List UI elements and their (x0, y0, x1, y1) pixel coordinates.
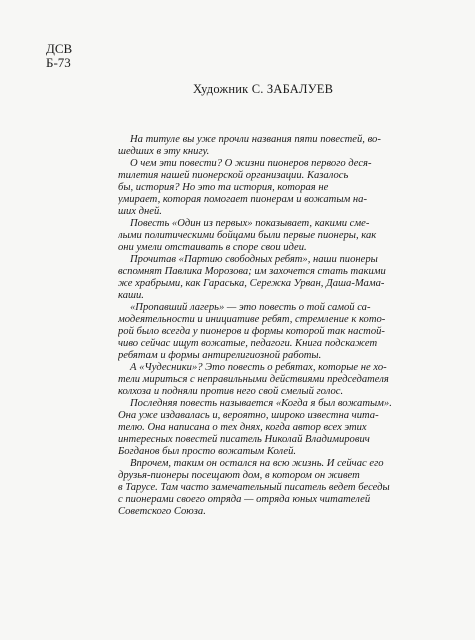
text-line: каши. (118, 290, 144, 301)
text-line: Впрочем, таким он остался на всю жизнь. И сейчас его (130, 458, 384, 469)
text-line: в Тарусе. Там часто замечательный писатель ведет беседы (118, 482, 390, 493)
paragraph (118, 254, 436, 302)
text-line: Прочитав «Партию свободных ребят», наши пионеры (130, 254, 378, 265)
text-line: ребятам и формы антирелигиозной работы. (118, 350, 322, 361)
text-line: тели мириться с неправильными действиями председателя (118, 374, 389, 385)
paragraph (118, 134, 436, 158)
text-line: телю. Она написана о тех днях, когда автор всех этих (118, 422, 367, 433)
text-line: колхоза и подняли против него свой смелый голос. (118, 386, 344, 397)
paragraph (118, 218, 436, 254)
text-line: А «Чудесники»? Это повесть о ребятах, которые не хо- (130, 362, 387, 373)
text-line: интересных повестей писатель Николай Владимирович (118, 434, 370, 445)
text-line: ших дней. (118, 206, 162, 217)
text-line: вспомнят Павлика Морозова; им захочется стать такими (118, 266, 386, 277)
text-line: тилетия нашей пионерской организации. Казалось (118, 170, 349, 181)
text-line: рой было всегда у пионеров и формы которой так настой- (118, 326, 385, 337)
library-catalog-code (46, 42, 72, 70)
illustrator-credit: Художник С. ЗАБАЛУЕВ (193, 82, 334, 96)
text-line: О чем эти повести? О жизни пионеров первого деся- (130, 158, 372, 169)
text-line: друзья-пионеры посещают дом, в котором он живет (118, 470, 360, 481)
text-line: Богданов был просто вожатым Колей. (118, 446, 297, 457)
text-line: На титуле вы уже прочли названия пяти повестей, во- (130, 134, 381, 145)
paragraph (118, 398, 436, 458)
text-line: Повесть «Один из первых» показывает, какими сме- (130, 218, 370, 229)
text-line: Она уже издавалась и, вероятно, широко известна чита- (118, 410, 379, 421)
text-line: «Пропавший лагерь» — это повесть о той самой са- (130, 302, 371, 313)
catalog-code: ДСВ (46, 41, 73, 56)
preface-text (118, 134, 436, 518)
text-line: Советского Союза. (118, 506, 206, 517)
text-line: лыми политическими бойцами были первые пионеры, как (118, 230, 377, 241)
text-line: Последняя повесть называется «Когда я был вожатым». (130, 398, 392, 409)
text-line: модеятельности и инициативе ребят, стремление к кото- (118, 314, 386, 325)
catalog-number: Б-73 (46, 55, 71, 70)
text-line: шедших в эту книгу. (118, 146, 210, 157)
text-line: бы, история? Но это та история, которая не (118, 182, 329, 193)
text-line: же храбрыми, как Гараська, Сережка Урван, Даша-Мама- (118, 278, 385, 289)
text-line: они умели отстаивать в споре свои идеи. (118, 242, 307, 253)
paragraph (118, 458, 436, 518)
text-line: чиво сейчас ищут вожатые, педагоги. Книга подскажет (118, 338, 378, 349)
text-line: умирает, которая помогает пионерам и вожатым на- (118, 194, 367, 205)
paragraph (118, 362, 436, 398)
text-line: с пионерами своего отряда — отряда юных читателей (118, 494, 371, 505)
paragraph (118, 302, 436, 362)
paragraph (118, 158, 436, 218)
